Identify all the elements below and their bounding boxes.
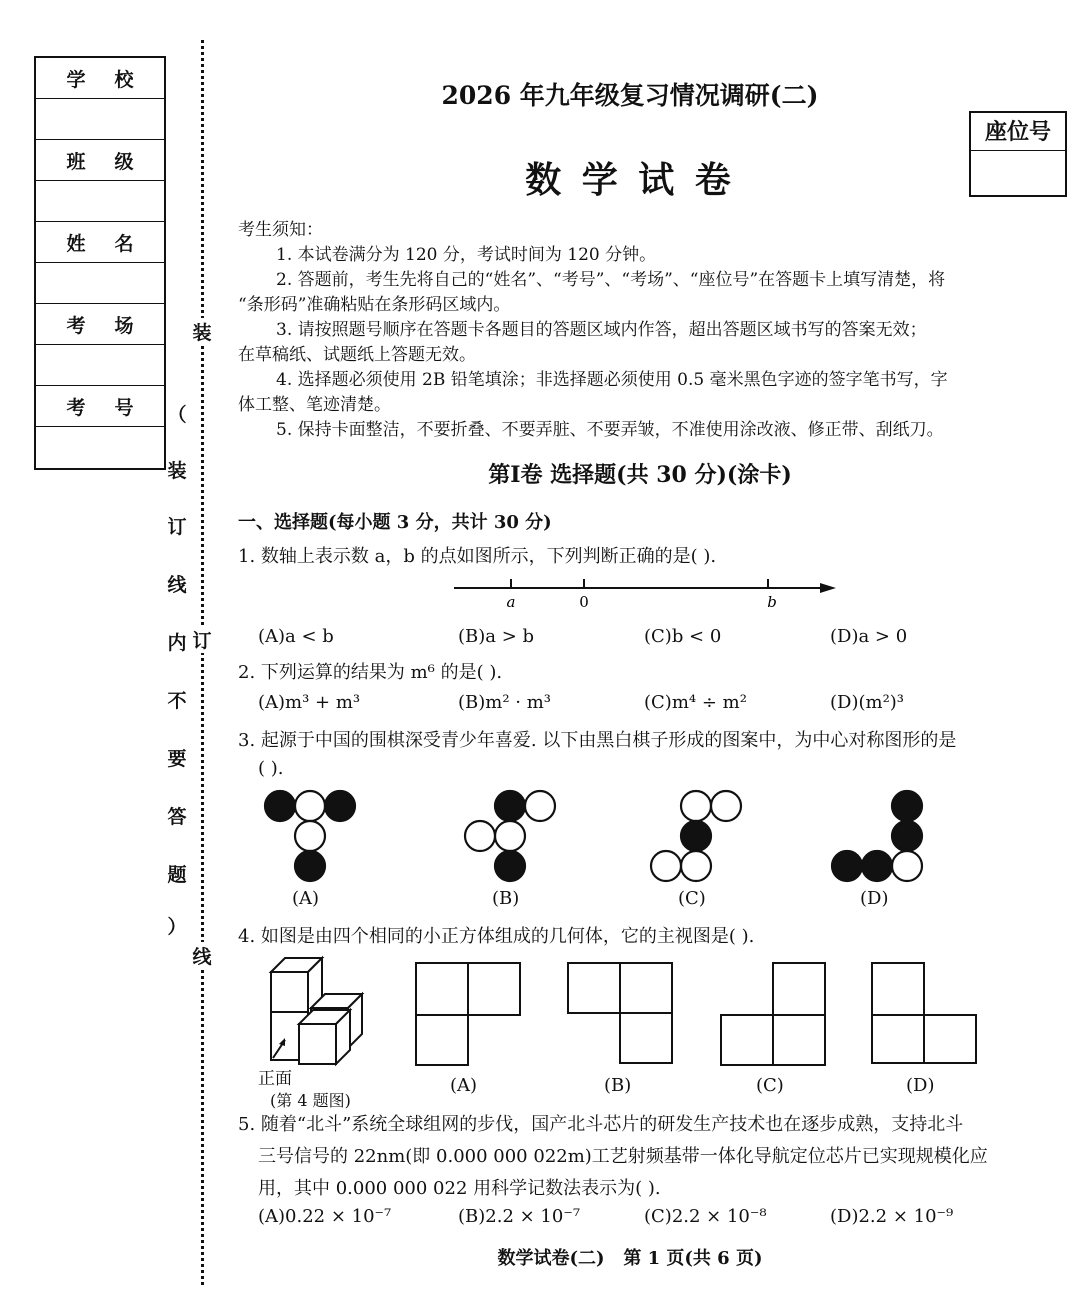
q2-option-d: (D)(m²)³	[830, 692, 905, 713]
view-square	[568, 963, 620, 1013]
go-stone-black	[892, 791, 922, 821]
go-stone-white	[892, 851, 922, 881]
notice-line: 1. 本试卷满分为 120 分，考试时间为 120 分钟。	[276, 245, 657, 265]
q2-option-c: (C)m⁴ ÷ m²	[644, 692, 747, 713]
go-stone-white	[651, 851, 681, 881]
go-stone-white	[295, 821, 325, 851]
warning-char: （	[167, 404, 187, 426]
go-stone-black	[495, 851, 525, 881]
seat-number-box	[969, 111, 1067, 197]
notice-line: 在草稿纸、试题纸上答题无效。	[238, 345, 476, 365]
warning-char: 题	[167, 864, 187, 886]
front-label: 正面	[258, 1069, 292, 1089]
go-stone-black	[325, 791, 355, 821]
view-square	[620, 1013, 672, 1063]
view-square	[620, 963, 672, 1013]
q4-stem: 4. 如图是由四个相同的小正方体组成的几何体，它的主视图是( ).	[238, 926, 755, 947]
go-stone-white	[681, 851, 711, 881]
go-stone-white	[495, 821, 525, 851]
q3-label-d: (D)	[860, 888, 889, 909]
q2-option-b: (B)m² · m³	[458, 692, 552, 713]
view-square	[416, 1015, 468, 1065]
go-stone-black	[892, 821, 922, 851]
view-square	[872, 1015, 924, 1063]
q5-stem: 5. 随着“北斗”系统全球组网的步伐，国产北斗芯片的研发生产技术也在逐步成熟，支持北斗	[238, 1114, 964, 1135]
notice-heading: 考生须知：	[238, 220, 323, 240]
view-square	[924, 1015, 976, 1063]
view-square	[416, 963, 468, 1015]
label-b: b	[767, 593, 777, 611]
warning-char: 装	[167, 460, 187, 482]
view-square	[773, 963, 825, 1015]
q1-option-a: (A)a < b	[258, 626, 334, 647]
q1-number-line	[450, 574, 840, 614]
section-title: 一、选择题(每小题 3 分，共计 30 分)	[238, 512, 552, 533]
name-field[interactable]	[36, 263, 164, 304]
q3-stem-cont: ( ).	[258, 758, 284, 779]
binding-zhuang: 装	[190, 318, 214, 345]
q5-stem-cont: 三号信号的 22nm(即 0.000 000 022m)工艺射频基带一体化导航定位芯片已实现规模化应	[258, 1146, 988, 1167]
number-line-arrow	[820, 583, 836, 593]
binding-xian: 线	[190, 942, 214, 969]
seat-number-field[interactable]	[971, 151, 1065, 195]
q5-option-d: (D)2.2 × 10⁻⁹	[830, 1206, 954, 1227]
q3-label-b: (B)	[492, 888, 520, 909]
q1-option-d: (D)a > 0	[830, 626, 908, 647]
go-stone-white	[465, 821, 495, 851]
view-square	[721, 1015, 773, 1065]
warning-char: 答	[167, 806, 187, 828]
q4-isometric-figure	[255, 950, 375, 1075]
q2-option-a: (A)m³ + m³	[258, 692, 361, 713]
go-stone-white	[295, 791, 325, 821]
go-stone-white	[711, 791, 741, 821]
view-square	[773, 1015, 825, 1065]
q4-label-d: (D)	[906, 1075, 935, 1096]
go-stone-black	[295, 851, 325, 881]
q5-option-a: (A)0.22 × 10⁻⁷	[258, 1206, 392, 1227]
go-stone-black	[832, 851, 862, 881]
room-label: 考 场	[36, 304, 164, 345]
student-info-table	[34, 56, 166, 470]
binding-dotted-line	[201, 40, 204, 1285]
school-label: 学 校	[36, 58, 164, 99]
notice-line: 2. 答题前，考生先将自己的“姓名”、“考号”、“考场”、“座位号”在答题卡上填写清楚，将	[276, 270, 946, 290]
go-stone-black	[265, 791, 295, 821]
class-label: 班 级	[36, 140, 164, 181]
class-field[interactable]	[36, 181, 164, 222]
go-stone-white	[681, 791, 711, 821]
seat-number-label: 座位号	[971, 113, 1065, 151]
view-square	[468, 963, 520, 1015]
number-label: 考 号	[36, 386, 164, 427]
q4-label-b: (B)	[604, 1075, 632, 1096]
q1-option-c: (C)b < 0	[644, 626, 722, 647]
notice-line: 4. 选择题必须使用 2B 铅笔填涂；非选择题必须使用 0.5 毫米黑色字迹的签字笔书写，字	[276, 370, 948, 390]
q3-stem: 3. 起源于中国的围棋深受青少年喜爱. 以下由黑白棋子形成的图案中，为中心对称图形的是	[238, 730, 957, 751]
q5-option-c: (C)2.2 × 10⁻⁸	[644, 1206, 767, 1227]
room-field[interactable]	[36, 345, 164, 386]
label-0: 0	[579, 593, 589, 611]
q3-label-a: (A)	[292, 888, 320, 909]
exam-subtitle: 数 学 试 卷	[525, 159, 735, 201]
go-stone-black	[862, 851, 892, 881]
part1-title: 第Ⅰ卷 选择题(共 30 分)(涂卡)	[488, 462, 792, 488]
q4-label-c: (C)	[756, 1075, 784, 1096]
q1-option-b: (B)a > b	[458, 626, 535, 647]
page-footer: 数学试卷(二) 第 1 页(共 6 页)	[497, 1248, 763, 1269]
go-stone-black	[495, 791, 525, 821]
warning-char: 不	[167, 690, 187, 712]
notice-line: 体工整、笔迹清楚。	[238, 395, 391, 415]
binding-ding: 订	[190, 626, 214, 653]
q5-stem-cont: 用，其中 0.000 000 022 用科学记数法表示为( ).	[258, 1178, 661, 1199]
q2-stem: 2. 下列运算的结果为 m⁶ 的是( ).	[238, 662, 503, 683]
q1-stem: 1. 数轴上表示数 a，b 的点如图所示，下列判断正确的是( ).	[238, 546, 717, 567]
q5-option-b: (B)2.2 × 10⁻⁷	[458, 1206, 581, 1227]
label-a: a	[506, 593, 516, 611]
notice-line: 3. 请按照题号顺序在答题卡各题目的答题区域内作答，超出答题区域书写的答案无效；	[276, 320, 927, 340]
warning-char: 线	[167, 574, 187, 596]
q4-view-options	[410, 958, 990, 1068]
warning-char: 订	[167, 516, 187, 538]
warning-char: 要	[167, 748, 187, 770]
q3-go-figures	[255, 785, 1005, 885]
view-square	[872, 963, 924, 1015]
warning-char: 内	[167, 632, 187, 654]
go-stone-black	[681, 821, 711, 851]
cube-face-front	[299, 1024, 336, 1064]
q4-label-a: (A)	[450, 1075, 478, 1096]
school-field[interactable]	[36, 99, 164, 140]
name-label: 姓 名	[36, 222, 164, 263]
q4-figure-caption: (第 4 题图)	[270, 1091, 351, 1110]
exam-title: 2026 年九年级复习情况调研(二)	[441, 81, 819, 110]
q3-label-c: (C)	[678, 888, 706, 909]
warning-char: ）	[167, 916, 187, 938]
notice-line: 5. 保持卡面整洁，不要折叠、不要弄脏、不要弄皱，不准使用涂改液、修正带、刮纸刀。	[276, 420, 944, 440]
notice-line: “条形码”准确粘贴在条形码区域内。	[238, 295, 511, 315]
go-stone-white	[525, 791, 555, 821]
